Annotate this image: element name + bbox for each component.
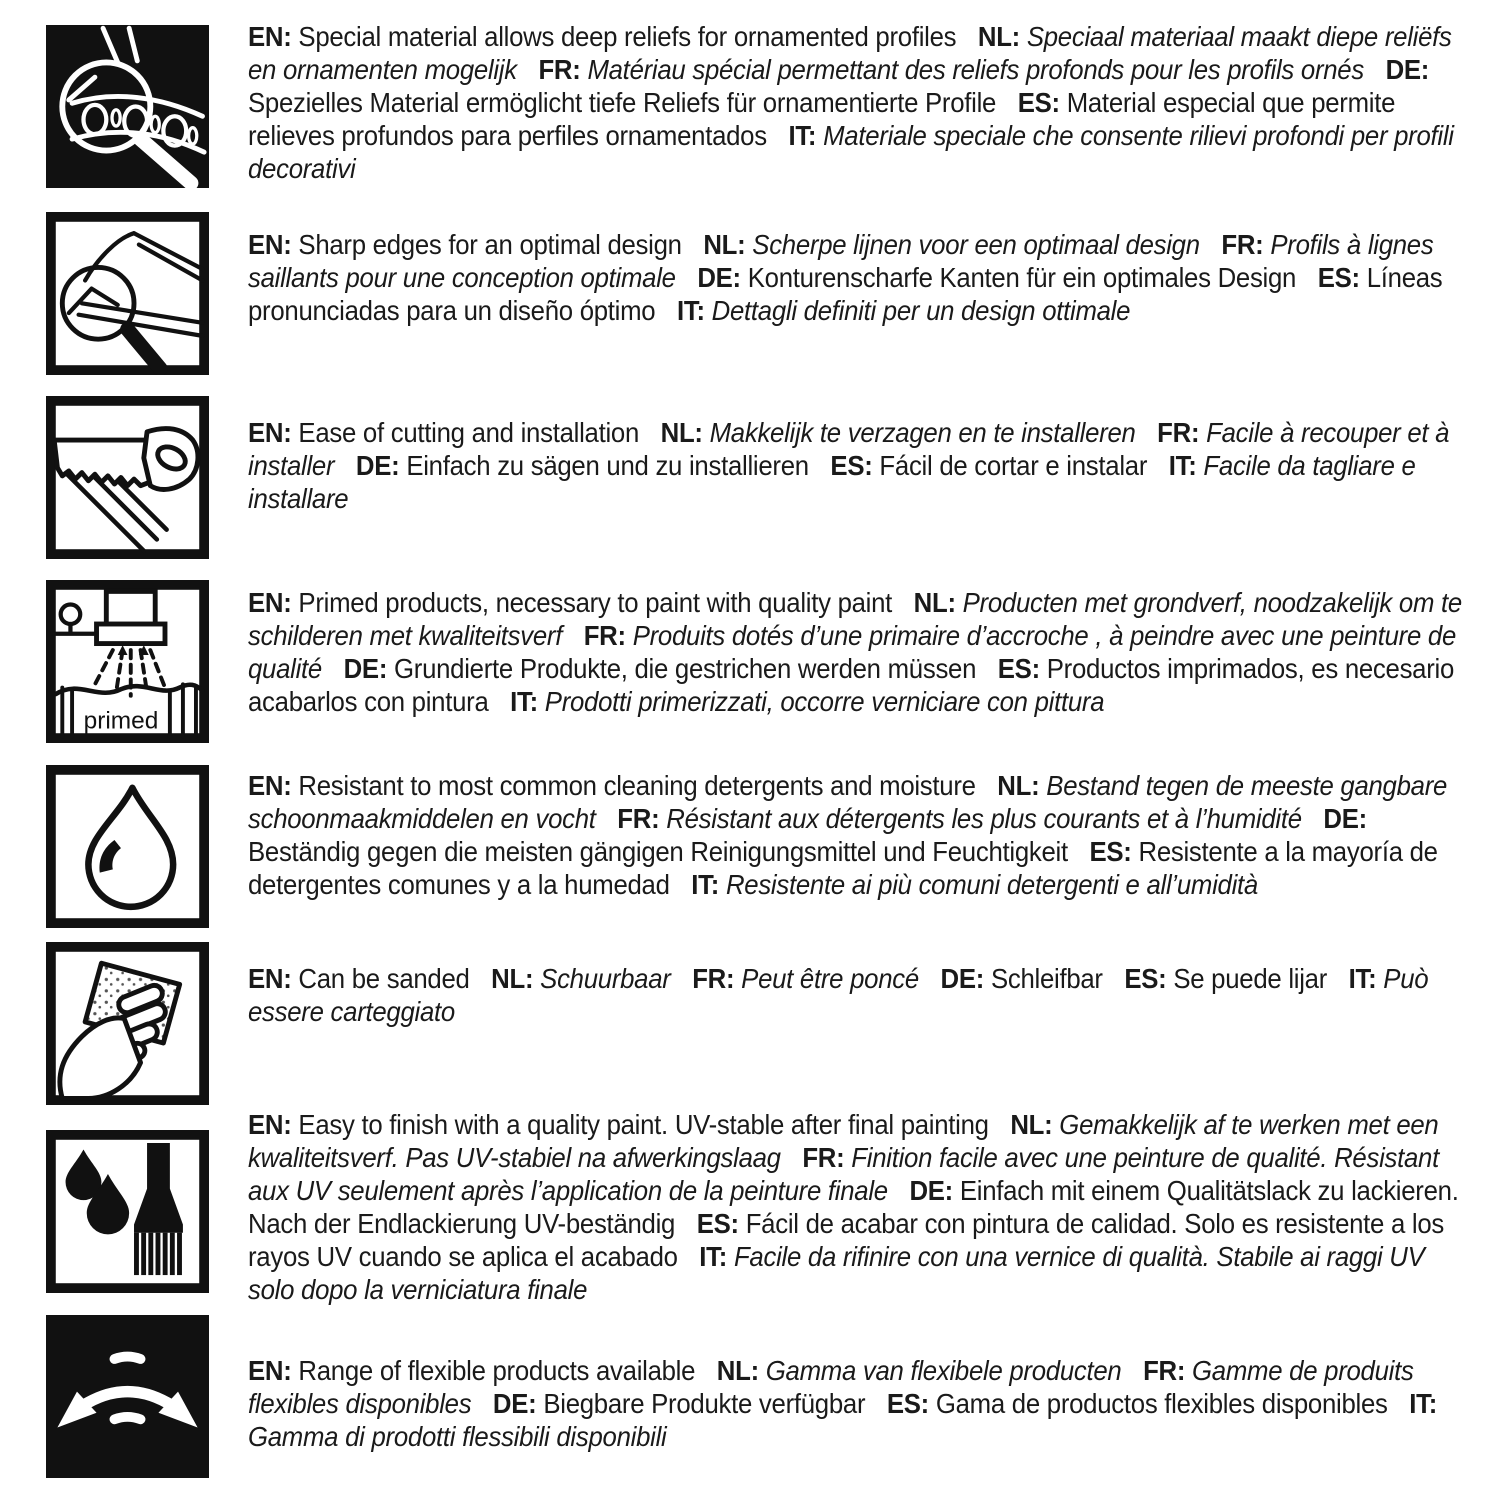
feature-segment-nl bbox=[661, 417, 1136, 448]
feature-segment-en bbox=[248, 770, 976, 801]
feature-description: Einfach zu sägen und zu installieren bbox=[406, 450, 809, 481]
feature-segment-nl bbox=[717, 1355, 1122, 1386]
language-label: IT: bbox=[699, 1241, 734, 1272]
language-label: FR: bbox=[617, 803, 667, 834]
feature-description: Profils à lignes saillants pour une conception optimale bbox=[248, 229, 1434, 293]
feature-description: Schleifbar bbox=[990, 963, 1103, 994]
language-label: EN: bbox=[248, 21, 299, 52]
feature-segment-en bbox=[248, 1109, 989, 1140]
feature-description: Resistant to most common cleaning detergents and moisture bbox=[298, 770, 976, 801]
language-label: ES: bbox=[1317, 262, 1367, 293]
feature-description: Fácil de cortar e instalar bbox=[879, 450, 1148, 481]
language-label: NL: bbox=[913, 587, 963, 618]
language-label: EN: bbox=[248, 1109, 299, 1140]
feature-segment-en bbox=[248, 417, 639, 448]
feature-description: Gamma van flexibele producten bbox=[765, 1355, 1122, 1386]
language-label: FR: bbox=[1143, 1355, 1193, 1386]
language-label: DE: bbox=[343, 653, 395, 684]
feature-segment-de bbox=[941, 963, 1103, 994]
feature-segment-it bbox=[691, 869, 1258, 900]
feature-segment-nl bbox=[703, 229, 1199, 260]
feature-description: Special material allows deep reliefs for ornamented profiles bbox=[298, 21, 957, 52]
language-label: ES: bbox=[1124, 963, 1174, 994]
feature-description: Can be sanded bbox=[298, 963, 470, 994]
feature-description: Gamme de produits flexibles disponibles bbox=[248, 1355, 1414, 1419]
feature-description: Makkelijk te verzagen en te installeren bbox=[709, 417, 1136, 448]
feature-segment-es bbox=[1124, 963, 1327, 994]
language-label: IT: bbox=[1348, 963, 1384, 994]
language-label: FR: bbox=[692, 963, 742, 994]
sanding-hand-icon bbox=[46, 942, 209, 1105]
language-label: ES: bbox=[886, 1388, 936, 1419]
language-label: ES: bbox=[997, 653, 1047, 684]
language-label: IT: bbox=[1409, 1388, 1438, 1419]
saw-cutting-icon bbox=[46, 396, 209, 559]
feature-description: Produits dotés d’une primaire d’accroche , à peindre avec une peinture de qualité bbox=[248, 620, 1457, 684]
language-label: FR: bbox=[1157, 417, 1207, 448]
sharp-edge-magnifier-icon bbox=[46, 212, 209, 375]
feature-description: Bestand tegen de meeste gangbare schoonmaakmiddelen en vocht bbox=[248, 770, 1448, 834]
language-label: NL: bbox=[1010, 1109, 1060, 1140]
feature-description: Material especial que permite relieves profundos para perfiles ornamentados bbox=[248, 87, 1396, 151]
language-label: IT: bbox=[788, 120, 824, 151]
feature-description: Range of flexible products available bbox=[298, 1355, 696, 1386]
language-label: NL: bbox=[716, 1355, 766, 1386]
feature-description: Facile à recouper et à installer bbox=[248, 417, 1450, 481]
feature-description: Gamma di prodotti flessibili disponibili bbox=[248, 1421, 667, 1452]
feature-description: Einfach mit einem Qualitätslack zu lackieren. Nach der Endlackierung UV-beständig bbox=[248, 1175, 1459, 1239]
language-label: EN: bbox=[248, 963, 299, 994]
feature-description: Ease of cutting and installation bbox=[298, 417, 640, 448]
feature-description: Scherpe lijnen voor een optimaal design bbox=[752, 229, 1200, 260]
feature-text bbox=[248, 962, 1462, 1028]
feature-segment-es bbox=[887, 1388, 1388, 1419]
feature-description: Productos imprimados, es necesario acabarlos con pintura bbox=[248, 653, 1455, 717]
feature-description: Primed products, necessary to paint with quality paint bbox=[298, 587, 893, 618]
language-label: DE: bbox=[940, 963, 991, 994]
language-label: DE: bbox=[492, 1388, 544, 1419]
feature-segment-it bbox=[510, 686, 1104, 717]
language-label: IT: bbox=[510, 686, 545, 717]
feature-segment-fr bbox=[538, 54, 1363, 85]
language-label: EN: bbox=[248, 1355, 299, 1386]
feature-description: Résistant aux détergents les plus courants et à l’humidité bbox=[666, 803, 1302, 834]
language-label: NL: bbox=[997, 770, 1047, 801]
feature-text bbox=[248, 416, 1462, 515]
feature-description: Easy to finish with a quality paint. UV-stable after final painting bbox=[298, 1109, 989, 1140]
flexible-arrow-icon bbox=[46, 1315, 209, 1478]
feature-segment-en bbox=[248, 21, 956, 52]
feature-segment-en bbox=[248, 229, 682, 260]
language-label: IT: bbox=[691, 869, 726, 900]
feature-description: Matériau spécial permettant des reliefs profonds pour les profils ornés bbox=[587, 54, 1364, 85]
feature-segment-de bbox=[344, 653, 977, 684]
feature-segment-fr bbox=[692, 963, 919, 994]
feature-segment-de bbox=[493, 1388, 865, 1419]
feature-text bbox=[248, 20, 1462, 185]
feature-description: Gama de productos flexibles disponibles bbox=[935, 1388, 1388, 1419]
feature-segment-en bbox=[248, 963, 470, 994]
feature-description: Konturenscharfe Kanten für ein optimales Design bbox=[747, 262, 1297, 293]
language-label: NL: bbox=[491, 963, 541, 994]
feature-description: Grundierte Produkte, die gestrichen werden müssen bbox=[394, 653, 977, 684]
feature-segment-es bbox=[830, 450, 1147, 481]
feature-description: Facile da tagliare e installare bbox=[248, 450, 1416, 514]
feature-text bbox=[248, 1354, 1462, 1453]
feature-segment-nl bbox=[491, 963, 670, 994]
language-label: NL: bbox=[977, 21, 1027, 52]
paint-brush-drops-icon bbox=[46, 1130, 209, 1293]
feature-text bbox=[248, 228, 1462, 327]
feature-description: Resistente a la mayoría de detergentes comunes y a la humedad bbox=[248, 836, 1438, 900]
language-label: ES: bbox=[1017, 87, 1067, 118]
feature-segment-en bbox=[248, 1355, 695, 1386]
language-label: IT: bbox=[676, 295, 712, 326]
feature-description: Schuurbaar bbox=[540, 963, 671, 994]
language-label: FR: bbox=[802, 1142, 852, 1173]
feature-description: Prodotti primerizzati, occorre verniciare con pittura bbox=[544, 686, 1105, 717]
language-label: EN: bbox=[248, 587, 299, 618]
feature-text bbox=[248, 586, 1462, 718]
water-droplet-icon bbox=[46, 765, 209, 928]
feature-description: Materiale speciale che consente rilievi profondi per profili decorativi bbox=[248, 120, 1454, 184]
language-label: IT: bbox=[1168, 450, 1204, 481]
feature-description: Peut être poncé bbox=[741, 963, 919, 994]
feature-segment-de bbox=[697, 262, 1296, 293]
language-label: EN: bbox=[248, 229, 299, 260]
feature-description: Líneas pronunciadas para un diseño óptimo bbox=[248, 262, 1443, 326]
language-label: EN: bbox=[248, 770, 299, 801]
feature-description: Spezielles Material ermöglicht tiefe Reliefs für ornamentierte Profile bbox=[248, 87, 997, 118]
feature-description: Resistente ai più comuni detergenti e all’umidità bbox=[725, 869, 1258, 900]
primed-label: primed bbox=[83, 707, 159, 735]
language-label: DE: bbox=[909, 1175, 960, 1206]
language-label: NL: bbox=[660, 417, 710, 448]
primer-spray-icon bbox=[46, 580, 209, 743]
feature-description: Finition facile avec une peinture de qualité. Résistant aux UV seulement après l’application de la peinture finale bbox=[248, 1142, 1439, 1206]
feature-description: Producten met grondverf, noodzakelijk om te schilderen met kwaliteitsverf bbox=[248, 587, 1462, 651]
language-label: FR: bbox=[538, 54, 588, 85]
feature-description: Se puede lijar bbox=[1173, 963, 1328, 994]
language-label: FR: bbox=[1221, 229, 1271, 260]
feature-description: Dettagli definiti per un design ottimale bbox=[711, 295, 1131, 326]
feature-segment-fr bbox=[617, 803, 1301, 834]
feature-description: Facile da rifinire con una vernice di qualità. Stabile ai raggi UV solo dopo la verniciatura finale bbox=[248, 1241, 1425, 1305]
feature-description: Speciaal materiaal maakt diepe reliëfs en ornamenten mogelijk bbox=[248, 21, 1452, 85]
feature-description: Può essere carteggiato bbox=[248, 963, 1429, 1027]
language-label: ES: bbox=[830, 450, 880, 481]
feature-description: Sharp edges for an optimal design bbox=[298, 229, 682, 260]
language-label: FR: bbox=[583, 620, 633, 651]
language-label: ES: bbox=[1089, 836, 1139, 867]
feature-segment-de bbox=[356, 450, 809, 481]
feature-description: Biegbare Produkte verfügbar bbox=[543, 1388, 866, 1419]
language-label: EN: bbox=[248, 417, 299, 448]
feature-description: Fácil de acabar con pintura de calidad. Solo es resistente a los rayos UV cuando se aplica el acabado bbox=[248, 1208, 1445, 1272]
ornamented-profile-magnifier-icon bbox=[46, 25, 209, 188]
language-label: DE: bbox=[697, 262, 748, 293]
feature-segment-it bbox=[677, 295, 1130, 326]
language-label: NL: bbox=[703, 229, 753, 260]
language-label: DE: bbox=[1385, 54, 1430, 85]
feature-segment-en bbox=[248, 587, 892, 618]
feature-description: Gemakkelijk af te werken met een kwaliteitsverf. Pas UV-stabiel na afwerkingslaag bbox=[248, 1109, 1439, 1173]
language-label: DE: bbox=[355, 450, 407, 481]
language-label: DE: bbox=[1323, 803, 1367, 834]
feature-text bbox=[248, 1108, 1462, 1306]
feature-text bbox=[248, 769, 1462, 901]
feature-description: Beständig gegen die meisten gängigen Reinigungsmittel und Feuchtigkeit bbox=[248, 836, 1068, 867]
language-label: ES: bbox=[696, 1208, 746, 1239]
